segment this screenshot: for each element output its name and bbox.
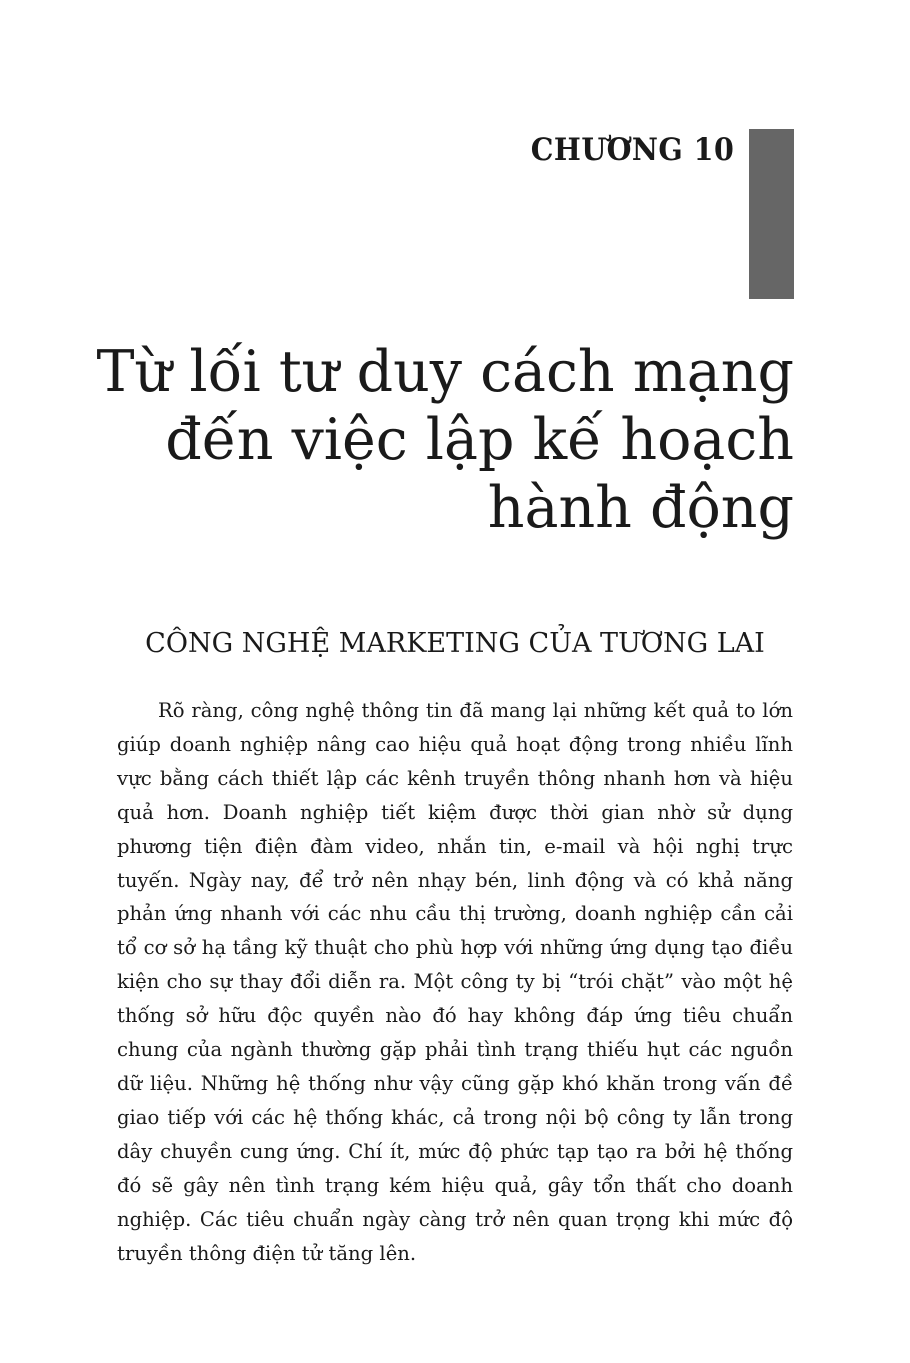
chapter-bar (749, 129, 794, 299)
chapter-title-line-2: đến việc lập kế hoạch (165, 407, 794, 473)
section-heading: CÔNG NGHỆ MARKETING CỦA TƯƠNG LAI (145, 628, 765, 659)
chapter-label: CHƯƠNG 10 (530, 132, 734, 168)
chapter-title-line-1: Từ lối tư duy cách mạng (96, 339, 794, 405)
body-paragraph: Rõ ràng, công nghệ thông tin đã mang lại những kết quả to lớn giúp doanh nghiệp nâng cao hiệu quả hoạt động trong nhiều lĩnh vực bằng cách thiết lập các kênh truyền thông nhanh hơn và hiệu quả hơn. Doanh nghiệp tiết kiệm được thời gian nhờ sử dụng phương tiện điện đàm video, nhắn tin, e-mail và hội nghị trực tuyến. Ngày nay, để trở nên nhạy bén, linh động và có khả năng phản ứng nhanh với các nhu cầu thị trường, doanh nghiệp cần cải tổ cơ sở hạ tầng kỹ thuật cho phù hợp với những ứng dụng tạo điều kiện cho sự thay đổi diễn ra. Một công ty bị “trói chặt” vào một hệ thống sở hữu độc quyền nào đó hay không đáp ứng tiêu chuẩn chung của ngành thường gặp phải tình trạng thiếu hụt các nguồn dữ liệu. Những hệ thống như vậy cũng gặp khó khăn trong vấn đề giao tiếp với các hệ thống khác, cả trong nội bộ công ty lẫn trong dây chuyền cung ứng. Chí ít, mức độ phức tạp tạo ra bởi hệ thống đó sẽ gây nên tình trạng kém hiệu quả, gây tổn thất cho doanh nghiệp. Các tiêu chuẩn ngày càng trở nên quan trọng khi mức độ truyền thông điện tử tăng lên. (117, 699, 793, 1265)
chapter-title-line-3: hành động (487, 475, 794, 541)
chapter-title (97, 338, 794, 542)
